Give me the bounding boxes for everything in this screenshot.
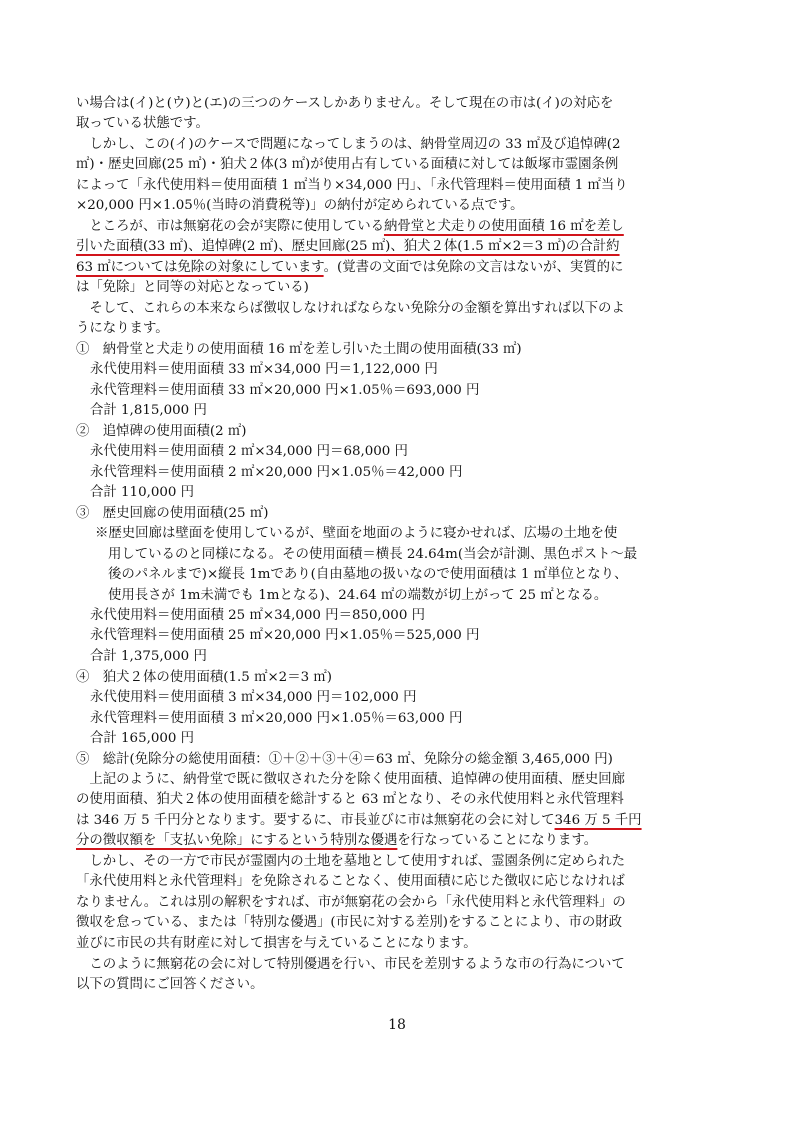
item-total: 合計 1,815,000 円 [90, 403, 207, 419]
note-line: 使用長さが 1m未満でも 1mとなる)、24.64 ㎡の端数が切上がって 25 ㎡となる。 [108, 587, 608, 603]
note-line: ※歴史回廊は壁面を使用しているが、壁面を地面のように寝かせれば、広場の土地を使 [95, 526, 618, 542]
text-span: 。(覚書の文面では免除の文言はないが、実質的に [323, 259, 624, 275]
text-line [76, 217, 726, 237]
highlighted-text: 346 万 5 千円 [554, 812, 642, 828]
text-line: しかし、この(イ)のケースで問題になってしまうのは、納骨堂周辺の 33 ㎡及び追悼碑(2 [89, 137, 621, 152]
item-heading: ③ 歴史回廊の使用面積(25 ㎡) [76, 506, 269, 521]
paragraph-problem [76, 135, 726, 217]
paragraph-intro [76, 94, 726, 135]
text-line: 徴収を怠っている、または「特別な優遇」(市民に対する差別)をすることにより、市の財政 [76, 915, 623, 931]
text-line: 永代使用料＝使用面積 25 ㎡×34,000 円＝850,000 円 [90, 608, 425, 624]
text-line [76, 831, 726, 851]
text-line: このように無窮花の会に対して特別優遇を行い、市民を差別するような市の行為について [89, 957, 625, 972]
list-item-3 [76, 504, 726, 667]
highlighted-text: 63 ㎡については免除の対象にしています [76, 259, 324, 275]
highlighted-text: 納骨堂と犬走りの使用面積 16 ㎡を差し [383, 219, 624, 234]
text-line: は「免除」と同等の対応となっている) [76, 280, 309, 296]
paragraph-calculation-intro [76, 299, 726, 340]
item-total: 合計 1,375,000 円 [90, 648, 207, 664]
item-heading: ② 追悼碑の使用面積(2 ㎡) [76, 424, 247, 439]
text-line: しかし、その一方で市民が霊園内の土地を墓地として使用すれば、霊園条例に定められた [89, 854, 626, 869]
item-heading: ⑤ 総計(免除分の総使用面積：①＋②＋③＋④＝63 ㎡、免除分の総金額 3,465,000 円) [76, 752, 613, 767]
highlighted-text: 引いた面積(33 ㎡)、追悼碑(2 ㎡)、歴史回廊(25 ㎡)、狛犬２体(1.5 ㎡×2＝3 ㎡)の合計約 [76, 239, 620, 255]
item-total: 合計 110,000 円 [90, 485, 195, 501]
text-line [76, 258, 726, 278]
text-span: ところが、市は無窮花の会が実際に使用している [89, 219, 384, 234]
text-line: 永代使用料＝使用面積 3 ㎡×34,000 円＝102,000 円 [90, 690, 417, 706]
note-line: 後のパネルまで)×縦長 1mであり(自由墓地の扱いなので使用面積は 1 ㎡単位となり、 [108, 567, 628, 583]
text-line: 永代使用料＝使用面積 33 ㎡×34,000 円＝1,122,000 円 [90, 362, 438, 378]
text-line: うになります。 [76, 321, 169, 337]
text-span: を行なっていることになります。 [397, 833, 598, 849]
text-line: 取っている状態です。 [76, 116, 209, 132]
paragraph-discrimination [76, 852, 726, 954]
list-item-4 [76, 668, 726, 750]
text-line [76, 237, 726, 257]
item-total: 合計 165,000 円 [90, 731, 195, 747]
highlighted-text: 分の徴収額を「支払い免除」にするという特別な優遇 [76, 833, 398, 849]
text-line: 「永代使用料と永代管理料」を免除されることなく、使用面積に応じた徴収に応じなければ [76, 874, 625, 890]
text-line: 永代使用料＝使用面積 2 ㎡×34,000 円＝68,000 円 [90, 444, 408, 460]
text-line [76, 811, 726, 831]
paragraph-exemption [76, 217, 726, 299]
text-line: 永代管理料＝使用面積 2 ㎡×20,000 円×1.05％＝42,000 円 [90, 464, 463, 480]
list-item-1 [76, 340, 726, 422]
text-line: 上記のように、納骨堂で既に徴収された分を除く使用面積、追悼碑の使用面積、歴史回廊 [89, 772, 626, 787]
paragraph-question [76, 955, 726, 996]
list-item-2 [76, 422, 726, 504]
text-line: い場合は(イ)と(ウ)と(エ)の三つのケースしかありません。そして現在の市は(イ)の対応を [76, 96, 614, 111]
text-line: 永代管理料＝使用面積 3 ㎡×20,000 円×1.05％＝63,000 円 [90, 710, 463, 726]
page-number: 18 [388, 1017, 406, 1033]
text-line: そして、これらの本来ならば徴収しなければならない免除分の金額を算出すれば以下のよ [89, 301, 625, 316]
item-heading: ① 納骨堂と犬走りの使用面積 16 ㎡を差し引いた土間の使用面積(33 ㎡) [76, 342, 522, 357]
text-line: なりません。これは別の解釈をすれば、市が無窮花の会から「永代使用料と永代管理料」の [76, 894, 626, 910]
text-span: は 346 万 5 千円分となります。要するに、市長並びに市は無窮花の会に対して [76, 812, 555, 828]
text-line: 以下の質問にご回答ください。 [76, 977, 264, 993]
item-heading: ④ 狛犬２体の使用面積(1.5 ㎡×2＝3 ㎡) [76, 670, 332, 685]
paragraph-summary [76, 770, 726, 852]
text-line: 永代管理料＝使用面積 25 ㎡×20,000 円×1.05％＝525,000 円 [90, 628, 480, 644]
text-line: の使用面積、狛犬２体の使用面積を総計すると 63 ㎡となり、その永代使用料と永代管理料 [76, 792, 624, 808]
text-line: 並びに市民の共有財産に対して損害を与えていることになります。 [76, 935, 477, 951]
text-line: ×20,000 円×1.05％(当時の消費税等)」の納付が定められている点です。 [76, 198, 524, 214]
text-line: ㎡)・歴史回廊(25 ㎡)・狛犬２体(3 ㎡)が使用占有している面積に対しては飯塚市霊園条例 [76, 157, 619, 173]
text-line: 永代管理料＝使用面積 33 ㎡×20,000 円×1.05％＝693,000 円 [90, 382, 480, 398]
text-line: によって「永代使用料＝使用面積 1 ㎡当り×34,000 円」、「永代管理料＝使用面積 1 ㎡当り [76, 177, 628, 193]
note-line: 用しているのと同様になる。その使用面積＝横長 24.64m(当会が計測、黒色ポスト〜最 [108, 546, 638, 562]
list-item-5 [76, 750, 726, 770]
